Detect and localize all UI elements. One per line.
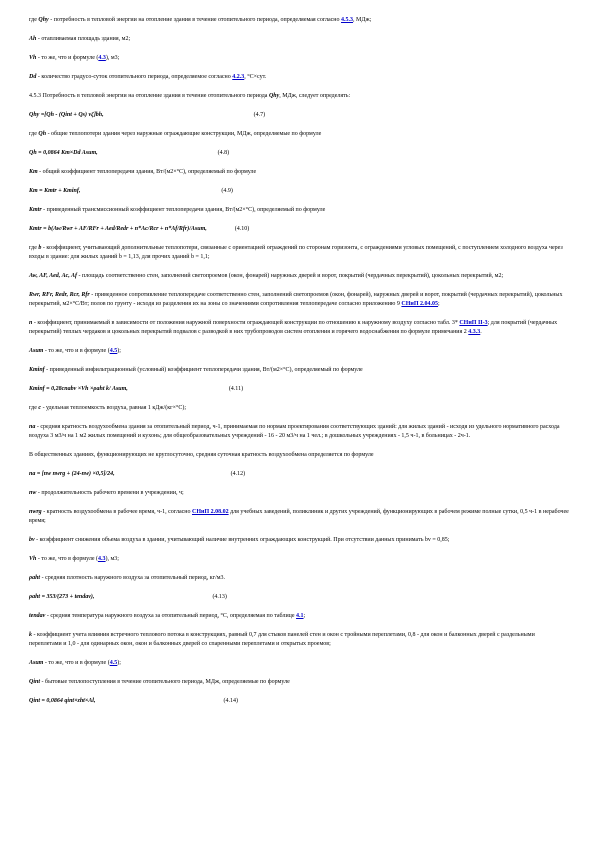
body-text: ); bbox=[117, 660, 121, 666]
symbol-text: tendav bbox=[29, 613, 46, 619]
symbol-text: Vh bbox=[29, 55, 37, 61]
reference-link[interactable]: 4.5 bbox=[109, 348, 118, 354]
reference-link[interactable]: 4.3 bbox=[98, 556, 106, 562]
reference-link[interactable]: 4.5 bbox=[109, 660, 118, 666]
body-text: - коэффициент снижения объема воздуха в здании, учитывающий наличие внутренних ограждающих конструкций. При отсутствии данных принимать bv = 0,85; bbox=[34, 537, 450, 543]
body-text: - средняя плотность наружного воздуха за отопительный период, кг/м3. bbox=[40, 575, 226, 581]
symbol-text: Kmtr = b(Aw/Rwr + AF/RFr + Aed/Redr + n*Ac/Rcr + n*Af/Rfr)/Asum, bbox=[29, 226, 207, 232]
body-text: - приведенный инфильтрационный (условный) коэффициент теплопередачи здания, Вт/(м2×°C), определяемый по формуле bbox=[44, 367, 363, 373]
symbol-text: Km = Kmtr + Kminf, bbox=[29, 188, 81, 194]
body-text: В общественных зданиях, функционирующих не круглосуточно, средняя суточная кратность воздухообмена определяется по формуле bbox=[29, 452, 374, 458]
paragraph bbox=[29, 423, 569, 441]
symbol-text: Asum bbox=[29, 348, 44, 354]
symbol-text: n bbox=[29, 320, 33, 326]
paragraph bbox=[29, 612, 569, 621]
paragraph bbox=[29, 319, 569, 337]
paragraph bbox=[29, 697, 569, 706]
formula-number: (4.14) bbox=[223, 698, 238, 704]
paragraph bbox=[29, 168, 569, 177]
paragraph bbox=[29, 73, 569, 82]
symbol-text: Aw, AF, Aed, Ac, Af bbox=[29, 273, 78, 279]
body-text: - коэффициент учета влияния встречного теплового потока в конструкциях, равный 0,7 для стыков панелей стен и окон с тройными переплетами, 0,8 - для окон и балконных дверей с раздельными переплетами и 1,0 - для одинарных окон, окон и балконных дверей со спаренными переплетами и открытых проемов; bbox=[29, 632, 535, 647]
formula-number: (4.7) bbox=[253, 112, 266, 118]
reference-link[interactable]: 4.5.3 bbox=[341, 17, 354, 23]
body-text: - общий коэффициент теплопередачи здания, Вт/(м2×°C), определяемый по формуле bbox=[37, 169, 257, 175]
formula-number: (4.11) bbox=[228, 386, 244, 392]
symbol-text: Qh = 0,0864 Km×Dd Asum, bbox=[29, 150, 98, 156]
symbol-text: Qhy =[Qh - (Qint + Qs) vζ]bh, bbox=[29, 112, 104, 118]
reference-link[interactable]: 4.1 bbox=[296, 613, 304, 619]
paragraph bbox=[29, 508, 569, 526]
body-text: . bbox=[480, 329, 482, 335]
body-text: ), м3; bbox=[105, 556, 119, 562]
body-text: , МДж; bbox=[353, 17, 372, 23]
body-text: - потребность в тепловой энергии на отопление здания в течение отопительного периода, определяемая согласно bbox=[48, 17, 342, 23]
paragraph bbox=[29, 149, 569, 158]
body-text: где bbox=[29, 17, 39, 23]
paragraph bbox=[29, 451, 569, 460]
body-text: - то же, что в формуле ( bbox=[36, 556, 98, 562]
paragraph bbox=[29, 272, 569, 281]
symbol-text: Kminf bbox=[29, 367, 45, 373]
symbol-text: Km bbox=[29, 169, 38, 175]
paragraph bbox=[29, 659, 569, 668]
symbol-text: Rwr, RFr, Redr, Rcr, Rfr bbox=[29, 292, 90, 298]
symbol-text: ρaht bbox=[29, 575, 41, 581]
body-text: , МДж, следует определять: bbox=[279, 93, 351, 99]
paragraph bbox=[29, 366, 569, 375]
paragraph bbox=[29, 187, 569, 196]
formula-number: (4.10) bbox=[234, 226, 250, 232]
body-text: - продолжительность рабочего времени в учреждении, ч; bbox=[36, 490, 184, 496]
symbol-text: Asum bbox=[29, 660, 44, 666]
reference-link[interactable]: 4.2.3 bbox=[232, 74, 245, 80]
paragraph bbox=[29, 206, 569, 215]
formula-number: (4.12) bbox=[230, 471, 246, 477]
reference-link[interactable]: СНиП 2.04.05 bbox=[401, 301, 439, 307]
body-text: - удельная теплоемкость воздуха, равная 1 кДж/(кг×°C); bbox=[41, 405, 187, 411]
body-text: ; bbox=[303, 613, 306, 619]
body-text: - то же, что и формуле ( bbox=[36, 55, 99, 61]
symbol-text: Qhy bbox=[38, 17, 49, 23]
paragraph bbox=[29, 291, 569, 309]
body-text: - отапливаемая площадь здания, м2; bbox=[36, 36, 131, 42]
body-text: - средняя кратность воздухообмена здания за отопительный период, ч-1, принимаемая по нормам проектирования соответствующих зданий: для жилых зданий - исходя из удельного нормативного расхода воздуха 3 м3/ч на 1 м2 жилых помещений и кухонь; для общеобразовательных учреждений - 16 - 20 м3/ч на 1 чел.; в дошкольных учреждениях - 1,5 ч-1, в больницах - 2ч-1. bbox=[29, 424, 560, 439]
symbol-text: nw bbox=[29, 490, 37, 496]
symbol-text: k bbox=[29, 632, 32, 638]
symbol-text: Qint bbox=[29, 679, 41, 685]
symbol-text: Vh bbox=[29, 556, 37, 562]
body-text: где bbox=[29, 131, 39, 137]
body-text: - общие теплопотери здания через наружные ограждающие конструкции, МДж, определяемые по формуле bbox=[46, 131, 322, 137]
paragraph bbox=[29, 347, 569, 356]
body-text: - коэффициент, учитывающий дополнительные теплопотери, связанные с ориентацией ограждений по сторонам горизонта, с ограждениями угловых помещений, с поступлением холодного воздуха через входы в здание: для жилых зданий b = 1,13, для прочих зданий b = 1,1; bbox=[29, 245, 563, 260]
paragraph bbox=[29, 404, 569, 413]
paragraph bbox=[29, 130, 569, 139]
body-text: ; для покрытий (чердачных перекрытий) теплых чердаков и цокольных перекрытий подвалов с разводкой в них трубопроводов систем отопления и горячего водоснабжения по формуле примечания 2 bbox=[29, 320, 558, 335]
body-text: ); bbox=[117, 348, 121, 354]
symbol-text: na = [nw nwrg + (24-nw) ×0,5]/24, bbox=[29, 471, 115, 477]
symbol-text: na bbox=[29, 424, 36, 430]
symbol-text: nwrg bbox=[29, 509, 42, 515]
symbol-text: b bbox=[38, 245, 42, 251]
formula-number: (4.9) bbox=[221, 188, 233, 194]
body-text: - приведенный трансмиссионный коэффициент теплопередачи здания, Вт/(м2×°C), определяемый по формуле bbox=[41, 207, 326, 213]
body-text: - кратность воздухообмена в рабочее время, ч-1, согласно bbox=[41, 509, 192, 515]
paragraph bbox=[29, 385, 569, 394]
reference-link[interactable]: 4.3.3 bbox=[468, 329, 481, 335]
paragraph bbox=[29, 574, 569, 583]
body-text: - площадь соответственно стен, заполнений светопроемов (окон, фонарей) наружных дверей и ворот, покрытий (чердачных перекрытий), цокольных перекрытий, м2; bbox=[77, 273, 504, 279]
paragraph bbox=[29, 111, 569, 120]
body-text: где bbox=[29, 405, 39, 411]
paragraph bbox=[29, 54, 569, 63]
body-text: - средняя температура наружного воздуха за отопительный период, °C, определяемая по таблице bbox=[45, 613, 297, 619]
paragraph bbox=[29, 631, 569, 649]
paragraph bbox=[29, 470, 569, 479]
body-text: ; bbox=[438, 301, 440, 307]
symbol-text: Qint = 0,0864 qint×zht×Al, bbox=[29, 698, 96, 704]
symbol-text: Ah bbox=[29, 36, 37, 42]
formula-number: (4.8) bbox=[217, 150, 230, 156]
symbol-text: Qh bbox=[38, 131, 47, 137]
paragraph bbox=[29, 16, 569, 25]
body-text: где bbox=[29, 245, 39, 251]
reference-link[interactable]: СНиП II-3 bbox=[459, 320, 488, 326]
body-text: - то же, что и в формуле ( bbox=[43, 348, 110, 354]
body-text: , °C×сут. bbox=[244, 74, 267, 80]
symbol-text: Dd bbox=[29, 74, 37, 80]
body-text: для учебных заведений, поликлиник и других учреждений, функционирующих в рабочем режиме полные сутки, 0,5 ч-1 в нерабочее время; bbox=[29, 509, 569, 524]
body-text: - приведенное сопротивление теплопередаче соответственно стен, заполнений светопроемов (окон, фонарей), наружных дверей и ворот, покрытий (чердачных перекрытий), цокольных перекрытий, м2×°C/Вт; полов по грунту - исходя из разделения их на зоны со значениями сопротивления теплопередаче согласно приложению 9 bbox=[29, 292, 563, 307]
body-text: - количество градусо-суток отопительного периода, определяемое согласно bbox=[36, 74, 233, 80]
body-text: 4.5.3 Потребность в тепловой энергии на отопление здания в течение отопительного периода bbox=[29, 93, 269, 99]
body-text: - бытовые теплопоступления в течение отопительного периода, МДж, определяемые по формуле bbox=[40, 679, 290, 685]
paragraph bbox=[29, 555, 569, 564]
paragraph bbox=[29, 244, 569, 262]
paragraph bbox=[29, 35, 569, 44]
reference-link[interactable]: СНиП 2.08.02 bbox=[191, 509, 229, 515]
symbol-text: c bbox=[38, 405, 42, 411]
paragraph bbox=[29, 489, 569, 498]
symbol-text: bv bbox=[29, 537, 35, 543]
reference-link[interactable]: 4.3 bbox=[98, 55, 106, 61]
body-text: - коэффициент, принимаемый в зависимости от положения наружной поверхности ограждающей конструкции по отношению к наружному воздуху согласно табл. 3* bbox=[32, 320, 460, 326]
paragraph bbox=[29, 92, 569, 101]
symbol-text: Kminf = 0,28cnabv ×Vh ×ρaht k/ Asum, bbox=[29, 386, 128, 392]
document-page bbox=[29, 16, 569, 716]
paragraph bbox=[29, 536, 569, 545]
paragraph bbox=[29, 225, 569, 234]
paragraph bbox=[29, 678, 569, 687]
symbol-text: Kmtr bbox=[29, 207, 42, 213]
symbol-text: ρaht = 353/(273 + tendav), bbox=[29, 594, 95, 600]
paragraph bbox=[29, 593, 569, 602]
body-text: ), м3; bbox=[105, 55, 120, 61]
body-text: - то же, что и в формуле ( bbox=[43, 660, 110, 666]
formula-number: (4.13) bbox=[212, 594, 227, 600]
symbol-text: Qhy bbox=[268, 93, 280, 99]
